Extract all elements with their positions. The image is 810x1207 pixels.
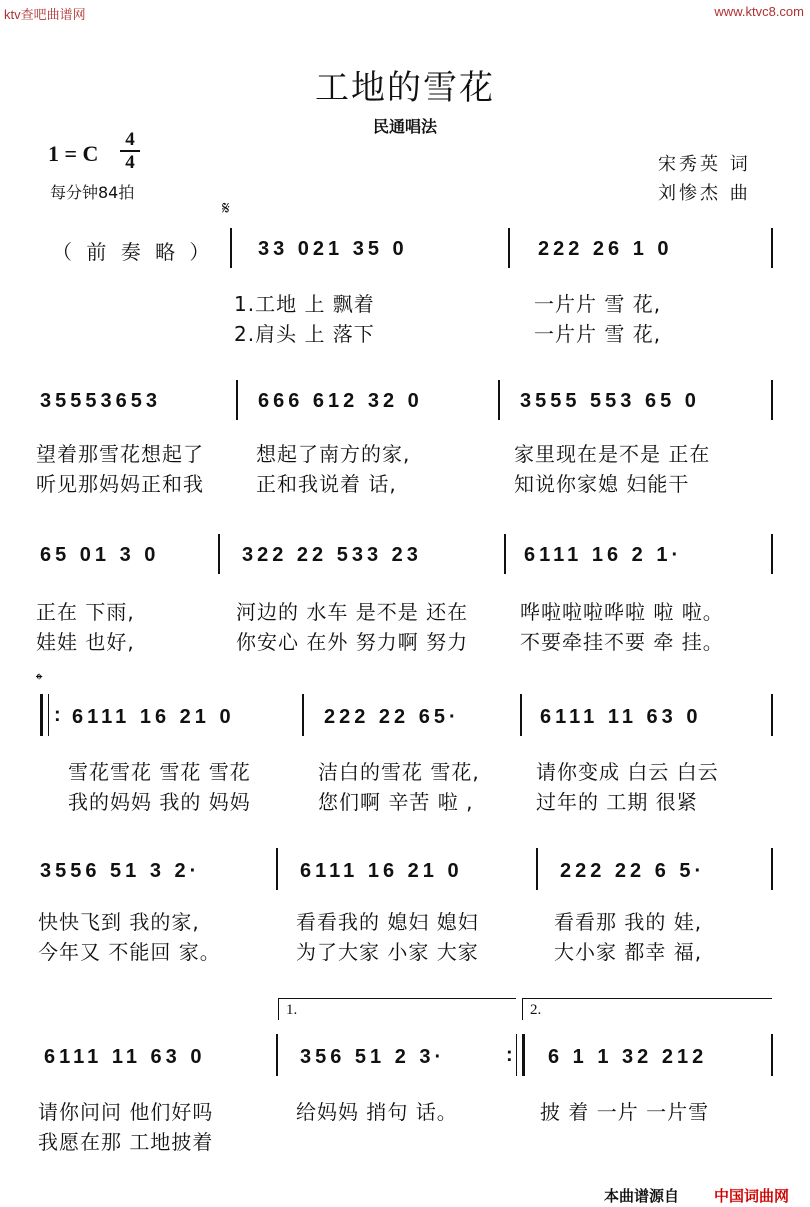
song-title: 工地的雪花 <box>315 68 495 108</box>
time-sig-top: 4 <box>125 129 135 150</box>
intro-note: （ 前 奏 略 ） <box>52 240 214 264</box>
barline <box>771 694 773 736</box>
lyric-line: 雪花雪花 雪花 雪花 <box>68 760 251 784</box>
measure-notes: 6111 16 21 0 <box>300 860 463 882</box>
repeat-dots: : <box>506 1044 513 1066</box>
measure-notes: 35553653 <box>40 390 161 412</box>
segno-icon: 𝄋 <box>222 198 230 219</box>
lyric-line: 听见那妈妈正和我 <box>36 472 204 496</box>
time-sig-bottom: 4 <box>125 152 135 173</box>
lyric-line: 娃娃 也好, <box>36 630 135 654</box>
lyric-line: 今年又 不能回 家。 <box>38 940 221 964</box>
lyric-line: 披 着 一片 一片雪 <box>540 1100 710 1124</box>
lyricist-credit: 宋秀英 词 <box>658 154 751 175</box>
lyric-line: 请你变成 白云 白云 <box>536 760 719 784</box>
measure-notes: 6111 16 21 0 <box>72 706 235 728</box>
lyric-line: 您们啊 辛苦 啦 , <box>318 790 474 814</box>
footer-site-name: 中国词曲网 <box>714 1187 790 1205</box>
barline <box>771 848 773 890</box>
lyric-line: 看看那 我的 娃, <box>554 910 703 934</box>
barline <box>236 380 238 420</box>
lyric-line: 正和我说着 话, <box>256 472 397 496</box>
lyric-line: 哗啦啦啦哗啦 啦 啦。 <box>520 600 724 624</box>
measure-notes: 6111 11 63 0 <box>44 1046 206 1068</box>
barline <box>520 694 522 736</box>
repeat-end-thin <box>516 1034 517 1076</box>
song-subtitle: 民通唱法 <box>372 117 437 136</box>
lyric-line: 知说你家媳 妇能干 <box>514 472 690 496</box>
footer-source-label: 本曲谱源自 <box>604 1187 680 1205</box>
barline <box>276 848 278 890</box>
measure-notes: 322 22 533 23 <box>242 544 422 566</box>
barline <box>504 534 506 574</box>
lyric-line: 为了大家 小家 大家 <box>296 940 479 964</box>
repeat-start-thick <box>40 694 43 736</box>
lyric-line: 一片片 雪 花, <box>534 322 662 346</box>
barline <box>276 1034 278 1076</box>
lyric-line: 洁白的雪花 雪花, <box>318 760 480 784</box>
barline <box>536 848 538 890</box>
lyric-line: 我愿在那 工地披着 <box>38 1130 214 1154</box>
lyric-line: 快快飞到 我的家, <box>38 910 200 934</box>
barline <box>230 228 232 268</box>
volta-2-bracket <box>522 998 523 1020</box>
lyric-line: 正在 下雨, <box>36 600 135 624</box>
measure-notes: 356 51 2 3· <box>300 1046 446 1068</box>
lyric-line: 2.肩头 上 落下 <box>234 322 375 346</box>
measure-notes: 6 1 1 32 212 <box>548 1046 708 1068</box>
barline <box>771 534 773 574</box>
lyric-line: 请你问问 他们好吗 <box>38 1100 214 1124</box>
composer-credit: 刘惨杰 曲 <box>658 183 751 204</box>
volta-2-line <box>522 998 772 999</box>
tempo-marking: 每分钟84拍 <box>50 183 135 202</box>
barline <box>498 380 500 420</box>
lyric-line: 看看我的 媳妇 媳妇 <box>296 910 479 934</box>
barline <box>771 228 773 268</box>
lyric-line: 你安心 在外 努力啊 努力 <box>236 630 469 654</box>
repeat-dots: : <box>54 704 61 726</box>
measure-notes: 222 26 1 0 <box>538 238 673 260</box>
lyric-line: 河边的 水车 是不是 还在 <box>236 600 469 624</box>
measure-notes: 6111 11 63 0 <box>540 706 702 728</box>
measure-notes: 33 021 35 0 <box>258 238 408 260</box>
repeat-start-thin <box>48 694 49 736</box>
time-signature <box>120 130 140 172</box>
lyric-line: 1.工地 上 飘着 <box>234 292 375 316</box>
lyric-line: 家里现在是不是 正在 <box>514 442 711 466</box>
lyric-line: 过年的 工期 很紧 <box>536 790 698 814</box>
barline <box>771 380 773 420</box>
lyric-line: 想起了南方的家, <box>256 442 411 466</box>
lyric-line: 给妈妈 捎句 话。 <box>296 1100 458 1124</box>
key-signature: 1 = C <box>48 141 99 166</box>
coda-icon: 𝄌 <box>36 670 43 691</box>
measure-notes: 6111 16 2 1· <box>524 544 683 566</box>
barline <box>218 534 220 574</box>
watermark-left: ktv查吧曲谱网 <box>4 7 86 22</box>
lyric-line: 望着那雪花想起了 <box>36 442 204 466</box>
measure-notes: 3556 51 3 2· <box>40 860 201 882</box>
repeat-end-thick <box>522 1034 525 1076</box>
barline <box>771 1034 773 1076</box>
measure-notes: 222 22 6 5· <box>560 860 706 882</box>
lyric-line: 一片片 雪 花, <box>534 292 662 316</box>
volta-1-label: 1. <box>286 1002 298 1018</box>
lyric-line: 大小家 都幸 福, <box>554 940 703 964</box>
volta-1-bracket <box>278 998 279 1020</box>
volta-2-label: 2. <box>530 1002 542 1018</box>
measure-notes: 65 01 3 0 <box>40 544 160 566</box>
barline <box>302 694 304 736</box>
barline <box>508 228 510 268</box>
volta-1-line <box>278 998 516 999</box>
lyric-line: 不要牵挂不要 牵 挂。 <box>520 630 724 654</box>
measure-notes: 222 22 65· <box>324 706 460 728</box>
lyric-line: 我的妈妈 我的 妈妈 <box>68 790 251 814</box>
watermark-right: www.ktvc8.com <box>714 4 804 19</box>
measure-notes: 3555 553 65 0 <box>520 390 700 412</box>
measure-notes: 666 612 32 0 <box>258 390 423 412</box>
